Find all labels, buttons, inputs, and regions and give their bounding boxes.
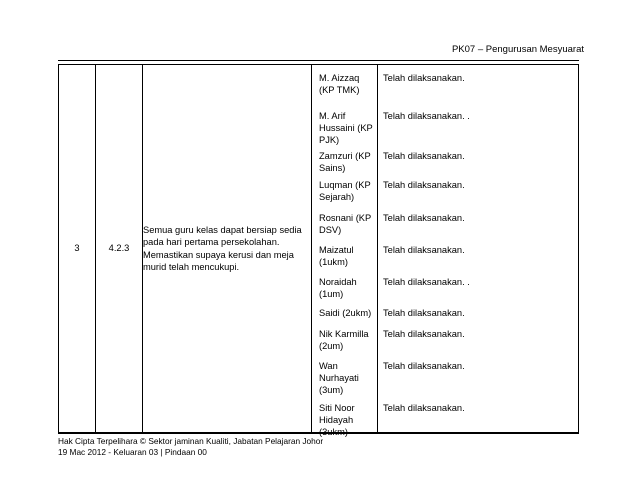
responsible-person: M. Arif Hussaini (KP PJK) [319,111,373,146]
footer-copyright: Hak Cipta Terpelihara © Sektor jaminan Kualiti, Jabatan Pelajaran Johor [58,436,324,446]
item-reference: 4.2.3 [96,65,143,433]
status-text: Telah dilaksanakan. [383,180,465,190]
status-column [378,65,579,433]
document-header-title: PK07 – Pengurusan Mesyuarat [451,44,584,55]
status-text: Telah dilaksanakan. . [383,277,470,287]
responsible-person: Nik Karmilla (2um) [319,329,369,352]
status-text: Telah dilaksanakan. [383,403,465,413]
table-row [59,65,579,433]
responsible-person: Siti Noor Hidayah (3ukm) [319,403,355,438]
responsible-person: Luqman (KP Sejarah) [319,180,371,203]
responsible-person: M. Aizzaq (KP TMK) [319,73,360,96]
status-text: Telah dilaksanakan. [383,151,465,161]
header-rule [58,60,579,61]
responsible-person: Maizatul (1ukm) [319,245,354,268]
footer-edition: 19 Mac 2012 - Keluaran 03 | Pindaan 00 [58,447,207,458]
item-number: 3 [59,65,96,433]
footer [58,436,323,458]
minutes-table [58,64,579,438]
footer-rule [58,433,579,434]
status-text: Telah dilaksanakan. . [383,111,470,121]
status-text: Telah dilaksanakan. [383,213,465,223]
status-text: Telah dilaksanakan. [383,308,465,318]
responsible-person: Wan Nurhayati (3um) [319,361,359,396]
responsible-column [312,65,378,438]
status-text: Telah dilaksanakan. [383,361,465,371]
status-text: Telah dilaksanakan. [383,73,465,83]
responsible-person: Zamzuri (KP Sains) [319,151,371,174]
status-text: Telah dilaksanakan. [383,329,465,339]
item-description: Semua guru kelas dapat bersiap sedia pada hari pertama persekolahan. Memastikan supaya kerusi dan meja murid telah mencukupi. [143,65,312,433]
responsible-person: Saidi (2ukm) [319,308,372,318]
responsible-person: Noraidah (1um) [319,277,357,300]
responsible-person: Rosnani (KP DSV) [319,213,372,236]
status-text: Telah dilaksanakan. [383,245,465,255]
